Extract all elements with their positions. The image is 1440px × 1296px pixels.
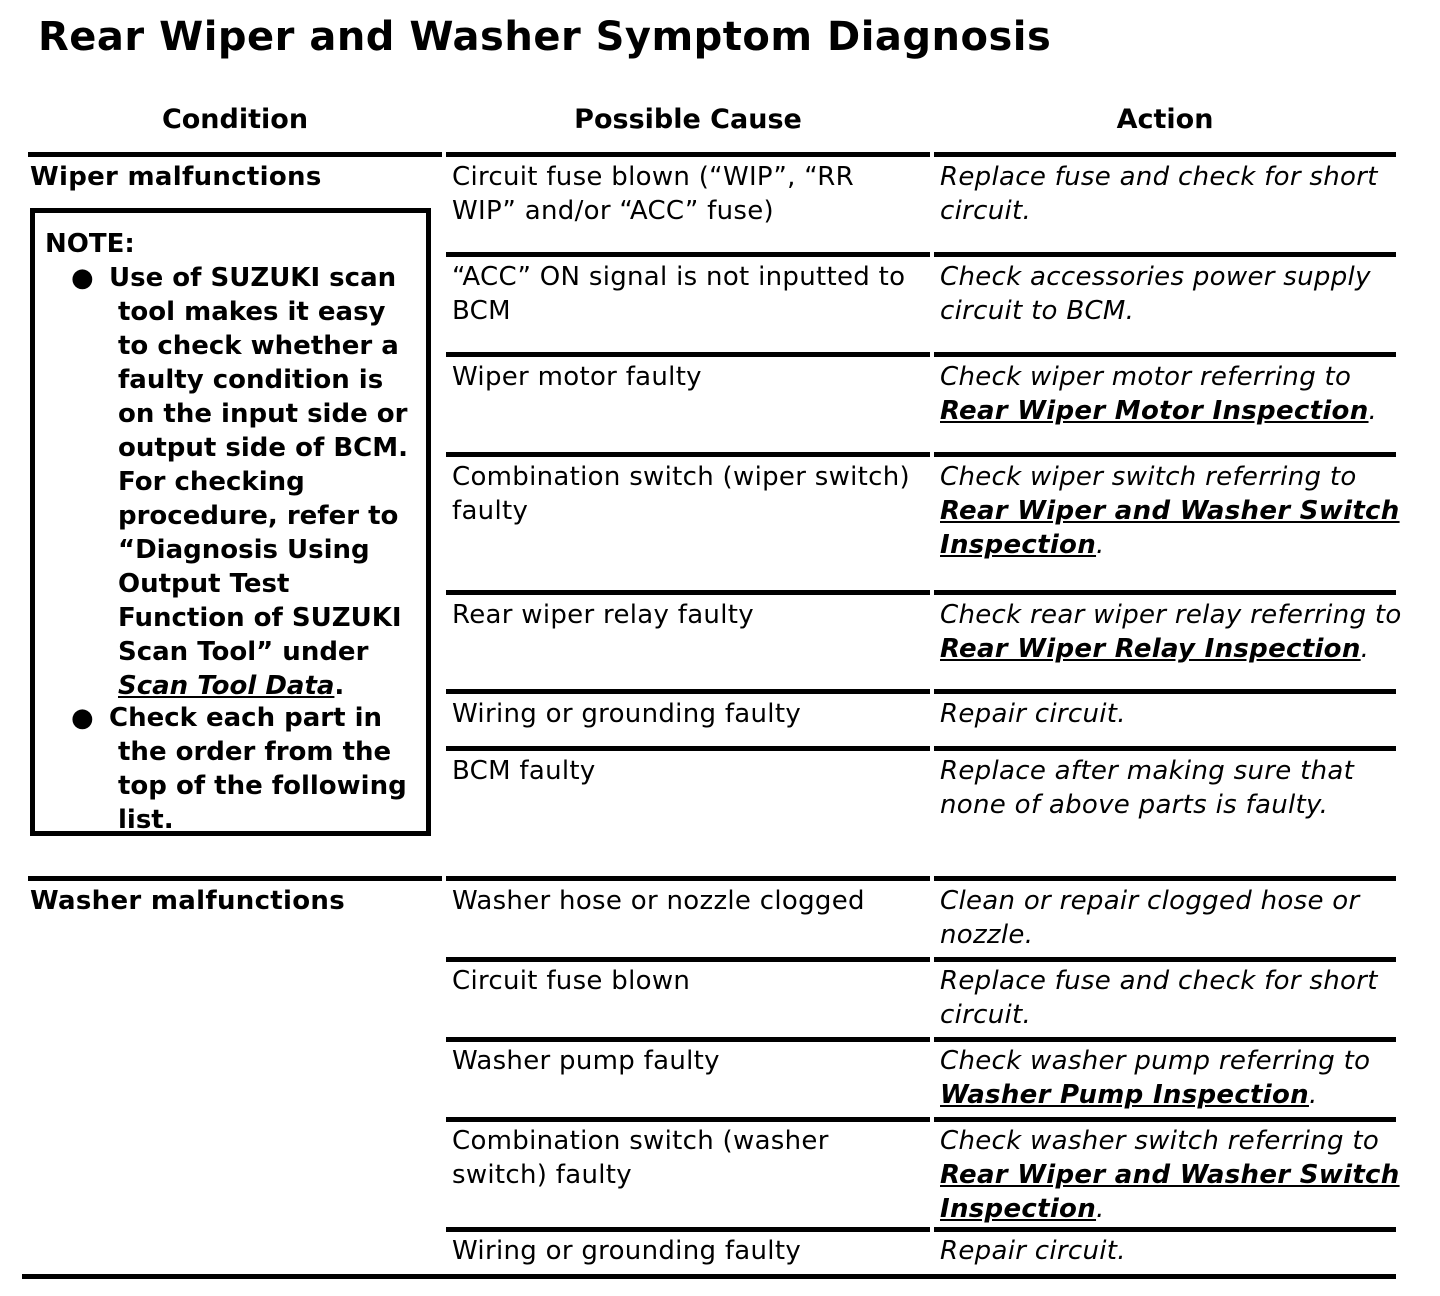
action-cell — [940, 697, 1402, 731]
row-rule — [446, 746, 930, 751]
row-rule — [934, 957, 1396, 962]
header-rule — [28, 152, 442, 157]
note-bullet — [71, 701, 423, 837]
action-text: Clean or repair clogged hose or nozzle. — [940, 886, 1360, 950]
note-heading: NOTE: — [45, 229, 135, 259]
action-period: . — [1096, 530, 1105, 560]
cause-cell: BCM faulty — [452, 756, 596, 786]
row-rule — [446, 252, 930, 257]
cause-cell: Washer pump faulty — [452, 1046, 720, 1076]
action-cell — [940, 964, 1402, 1032]
row-rule — [934, 689, 1396, 694]
action-text: Check rear wiper relay referring to — [940, 600, 1402, 630]
row-rule — [934, 352, 1396, 357]
inspection-link[interactable]: Washer Pump Inspection — [940, 1080, 1309, 1110]
action-cell — [940, 260, 1402, 328]
row-rule — [934, 1117, 1396, 1122]
condition-washer: Washer malfunctions — [30, 886, 345, 916]
cause-cell: Wiring or grounding faulty — [452, 699, 802, 729]
scan-tool-data-link[interactable]: Scan Tool Data — [118, 671, 335, 701]
inspection-link[interactable]: Rear Wiper Motor Inspection — [940, 396, 1369, 426]
action-period: . — [1096, 1194, 1105, 1224]
cause-cell: Rear wiper relay faulty — [452, 600, 754, 630]
row-rule — [934, 452, 1396, 457]
page-title: Rear Wiper and Washer Symptom Diagnosis — [38, 14, 1052, 60]
cause-cell: Wiper motor faulty — [452, 362, 702, 392]
row-rule — [934, 252, 1396, 257]
action-cell — [940, 1234, 1402, 1268]
header-possible-cause: Possible Cause — [574, 104, 802, 135]
note-period: . — [334, 671, 345, 701]
row-rule — [934, 1037, 1396, 1042]
note-box — [30, 208, 431, 836]
row-rule — [446, 1227, 930, 1232]
inspection-link[interactable]: Rear Wiper and Washer Switch Inspection — [940, 496, 1400, 560]
action-text: Replace after making sure that none of above parts is faulty. — [940, 756, 1355, 820]
cause-cell: Combination switch (wiper switch) faulty — [452, 462, 910, 526]
row-rule — [446, 590, 930, 595]
inspection-link[interactable]: Rear Wiper and Washer Switch Inspection — [940, 1160, 1400, 1224]
row-rule — [446, 1037, 930, 1042]
header-rule — [446, 152, 930, 157]
action-text: Check wiper switch referring to — [940, 462, 1357, 492]
action-text: Check accessories power supply circuit to BCM. — [940, 262, 1371, 326]
action-cell — [940, 754, 1402, 822]
cause-cell: Circuit fuse blown — [452, 966, 691, 996]
action-text: Repair circuit. — [940, 1236, 1126, 1266]
action-period: . — [1360, 634, 1370, 664]
action-cell — [940, 1044, 1402, 1112]
action-period: . — [1368, 396, 1378, 426]
row-rule — [934, 590, 1396, 595]
row-rule — [446, 452, 930, 457]
action-cell — [940, 160, 1402, 228]
action-cell — [940, 884, 1402, 952]
row-rule — [446, 957, 930, 962]
header-condition: Condition — [161, 104, 309, 135]
row-rule — [446, 689, 930, 694]
bullet-icon: ● — [71, 703, 94, 733]
header-rule — [934, 152, 1396, 157]
note-bullet — [71, 261, 423, 703]
action-cell — [940, 598, 1402, 666]
action-cell — [940, 1124, 1402, 1226]
action-text: Check washer switch referring to — [940, 1126, 1380, 1156]
section-rule — [28, 876, 442, 881]
row-rule — [446, 1117, 930, 1122]
section-rule — [446, 876, 930, 881]
action-cell — [940, 460, 1402, 562]
note-bullet-text: Check each part in — [109, 703, 383, 733]
action-text: Repair circuit. — [940, 699, 1126, 729]
note-bullet-text: Use of SUZUKI scan — [109, 263, 397, 293]
action-period: . — [1308, 1080, 1318, 1110]
row-rule — [934, 1227, 1396, 1232]
cause-cell: Washer hose or nozzle clogged — [452, 886, 865, 916]
cause-cell: Circuit fuse blown (“WIP”, “RR WIP” and/or “ACC” fuse) — [452, 162, 854, 226]
action-text: Check wiper motor referring to — [940, 362, 1352, 392]
cause-cell: Wiring or grounding faulty — [452, 1236, 802, 1266]
cause-cell: Combination switch (washer switch) faulty — [452, 1126, 829, 1190]
action-cell — [940, 360, 1402, 428]
inspection-link[interactable]: Rear Wiper Relay Inspection — [940, 634, 1361, 664]
condition-wiper: Wiper malfunctions — [30, 162, 322, 192]
bullet-icon: ● — [71, 263, 94, 293]
row-rule — [934, 746, 1396, 751]
section-rule — [934, 876, 1396, 881]
row-rule — [446, 352, 930, 357]
note-bullet-text: tool makes it easy to check whether a faulty condition is on the input side or output side of BCM. For checking procedure, refer to “Diagnosis Using Output Test Function of SUZUKI Scan Tool” under — [118, 297, 408, 667]
cause-cell: “ACC” ON signal is not inputted to BCM — [452, 262, 906, 326]
action-text: Check washer pump referring to — [940, 1046, 1371, 1076]
action-text: Replace fuse and check for short circuit. — [940, 966, 1378, 1030]
bottom-rule — [22, 1274, 1396, 1279]
header-action: Action — [1116, 104, 1214, 135]
action-text: Replace fuse and check for short circuit. — [940, 162, 1378, 226]
note-bullet-text: the order from the top of the following list. — [118, 737, 407, 835]
